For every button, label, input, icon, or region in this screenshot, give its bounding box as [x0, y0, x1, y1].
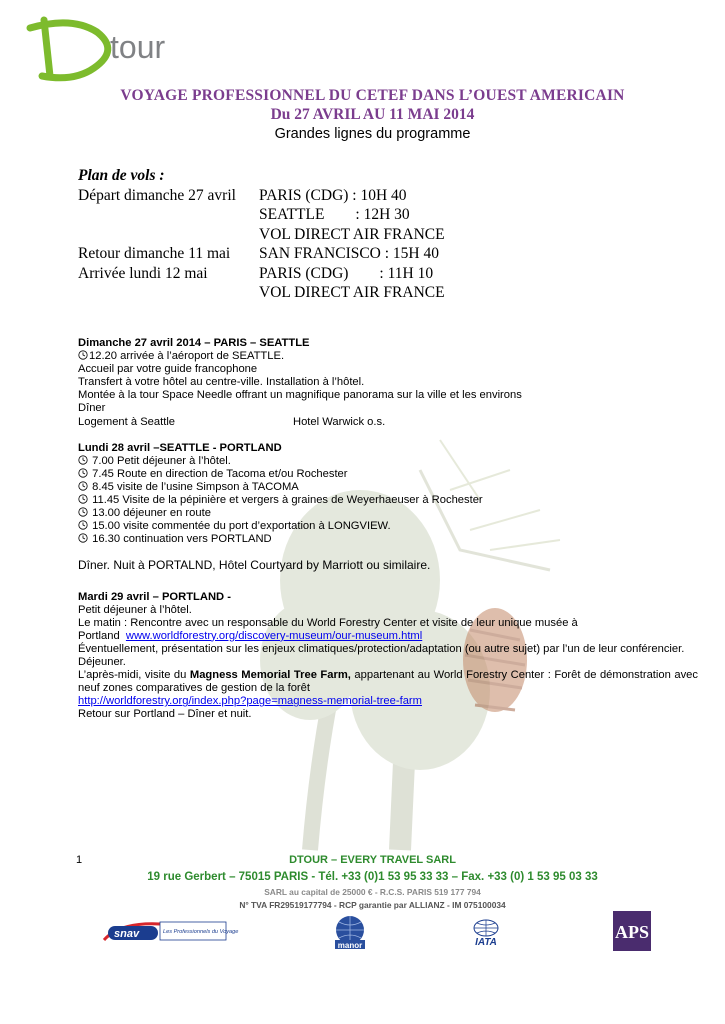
itinerary-line: [78, 695, 698, 708]
day-tuesday-29: [78, 591, 698, 722]
manor-logo: [331, 914, 369, 950]
itinerary-text: 7.45 Route en direction de Tacoma et/ou Rochester: [92, 467, 348, 480]
flight-label: [78, 205, 259, 225]
document-dates: Du 27 AVRIL AU 11 MAI 2014: [270, 106, 475, 123]
clock-icon: [78, 455, 88, 465]
clock-icon: [78, 494, 88, 504]
flight-row: [78, 283, 445, 303]
clock-icon: [78, 350, 88, 360]
iata-logo: [462, 918, 510, 946]
day-heading: Dimanche 27 avril 2014 – PARIS – SEATTLE: [78, 337, 310, 349]
itinerary-text: 12.20 arrivée à l’aéroport de SEATTLE.: [89, 350, 285, 363]
itinerary-line: Éventuellement, présentation sur les enjeux climatiques/protection/adaptation (ou autre sujet) par l’un de leur conférencier.: [78, 642, 685, 655]
footer-address: 19 rue Gerbert – 75015 PARIS - Tél. +33 (0)1 53 95 33 33 – Fax. +33 (0) 1 53 95 03 33: [147, 871, 598, 883]
flight-label: Arrivée lundi 12 mai: [78, 264, 208, 282]
itinerary-line: Montée à la tour Space Needle offrant un magnifique panorama sur la ville et les environs: [78, 389, 522, 402]
footer-company: DTOUR – EVERY TRAVEL SARL: [289, 854, 456, 866]
itinerary-line: [78, 350, 698, 363]
lodging-hotel: Hotel Warwick o.s.: [293, 415, 386, 428]
itinerary-line: [78, 416, 698, 429]
clock-icon: [78, 533, 88, 543]
document-title: VOYAGE PROFESSIONNEL DU CETEF DANS L’OUEST AMERICAIN: [120, 87, 625, 104]
dtour-logo: [22, 10, 192, 82]
day-sunday-27: [78, 337, 698, 429]
clock-icon: [78, 481, 88, 491]
iata-text: IATA: [475, 937, 497, 948]
itinerary-text: 16.30 continuation vers PORTLAND: [92, 533, 272, 546]
itinerary-line: [78, 468, 698, 481]
clock-icon: [78, 520, 88, 530]
lodging-city: Logement à Seattle: [78, 415, 176, 428]
snav-tagline: Les Professionnels du Voyage: [163, 929, 239, 935]
flight-info: SEATTLE : 12H 30: [259, 206, 410, 223]
museum-link[interactable]: www.worldforestry.org/discovery-museum/our-museum.html: [125, 629, 423, 642]
itinerary-line: Accueil par votre guide francophone: [78, 363, 258, 376]
itinerary-text: appartenant au World Forestry Center : Forêt de démonstration avec neuf zones comparatives de gestion de la forêt: [78, 669, 698, 695]
snav-text: snav: [114, 928, 140, 940]
page-number: 1: [76, 854, 83, 866]
itinerary-text: 11.45 Visite de la pépinière et vergers à graines de Weyerhaeuser à Rochester: [92, 494, 483, 507]
clock-icon: [78, 507, 88, 517]
aps-logo: [613, 911, 651, 951]
itinerary-text: 15.00 visite commentée du port d’exportation à LONGVIEW.: [92, 520, 391, 533]
flight-label: [78, 225, 259, 245]
itinerary-text: L’après-midi, visite du: [78, 669, 190, 682]
snav-logo: [100, 918, 239, 944]
itinerary-line: [78, 520, 698, 533]
flight-info: PARIS (CDG) : 10H 40: [259, 186, 407, 204]
itinerary-line: [78, 669, 698, 695]
itinerary-line: Le matin : Rencontre avec un responsable du World Forestry Center et visite de leur unique musée à: [78, 616, 578, 629]
itinerary-text: 8.45 visite de l’usine Simpson à TACOMA: [92, 480, 299, 493]
flight-plan-heading: Plan de vols :: [78, 167, 165, 184]
clock-icon: [78, 468, 88, 478]
flight-row: [78, 225, 445, 245]
tree-farm-link[interactable]: http://worldforestry.org/index.php?page=magness-memorial-tree-farm: [78, 695, 422, 708]
itinerary-line: [78, 630, 698, 643]
itinerary-line: Dîner: [78, 402, 106, 415]
flight-plan: [78, 166, 445, 303]
itinerary-line: Déjeuner.: [78, 655, 126, 668]
flight-info: SAN FRANCISCO : 15H 40: [259, 245, 440, 262]
day-heading: Lundi 28 avril –SEATTLE - PORTLAND: [78, 441, 282, 454]
day-monday-28: [78, 442, 698, 573]
flight-info: PARIS (CDG) : 11H 10: [259, 264, 434, 282]
flight-row: [78, 244, 445, 264]
itinerary-line: Transfert à votre hôtel au centre-ville. Installation à l’hôtel.: [78, 376, 365, 389]
itinerary-text: 7.00 Petit déjeuner à l’hôtel.: [92, 454, 231, 467]
itinerary-text: Portland: [78, 629, 120, 642]
flight-row: [78, 205, 445, 225]
itinerary-line: [78, 455, 698, 468]
flight-info: VOL DIRECT AIR FRANCE: [259, 225, 445, 243]
itinerary-line: [78, 494, 698, 507]
flight-row: [78, 186, 445, 206]
itinerary-line: [78, 533, 698, 546]
itinerary-line: Dîner. Nuit à PORTALND, Hôtel Courtyard by Marriott ou similaire.: [78, 558, 431, 573]
manor-text: manor: [337, 941, 363, 950]
logo-tour-text: tour: [110, 29, 166, 65]
flight-label: Départ dimanche 27 avril: [78, 186, 236, 204]
flight-label: [78, 283, 259, 303]
itinerary-line: Petit déjeuner à l’hôtel.: [78, 603, 192, 616]
itinerary-line: [78, 481, 698, 494]
itinerary: [78, 337, 698, 734]
flight-label: Retour dimanche 11 mai: [78, 245, 231, 262]
document-subtitle: Grandes lignes du programme: [274, 126, 471, 142]
tree-farm-name: Magness Memorial Tree Farm,: [189, 669, 351, 682]
footer-tva: N° TVA FR29519177794 - RCP garantie par ALLIANZ - IM 075100034: [239, 900, 506, 910]
day-heading: Mardi 29 avril – PORTLAND -: [78, 590, 231, 603]
flight-row: [78, 264, 445, 284]
itinerary-line: Retour sur Portland – Dîner et nuit.: [78, 708, 252, 721]
flight-info: VOL DIRECT AIR FRANCE: [259, 284, 445, 301]
footer-capital: SARL au capital de 25000 € - R.C.S. PARIS 519 177 794: [264, 887, 481, 897]
itinerary-line: [78, 507, 698, 520]
itinerary-text: 13.00 déjeuner en route: [92, 507, 211, 520]
logo-d-shape: [30, 20, 108, 78]
aps-text: APS: [614, 922, 650, 942]
